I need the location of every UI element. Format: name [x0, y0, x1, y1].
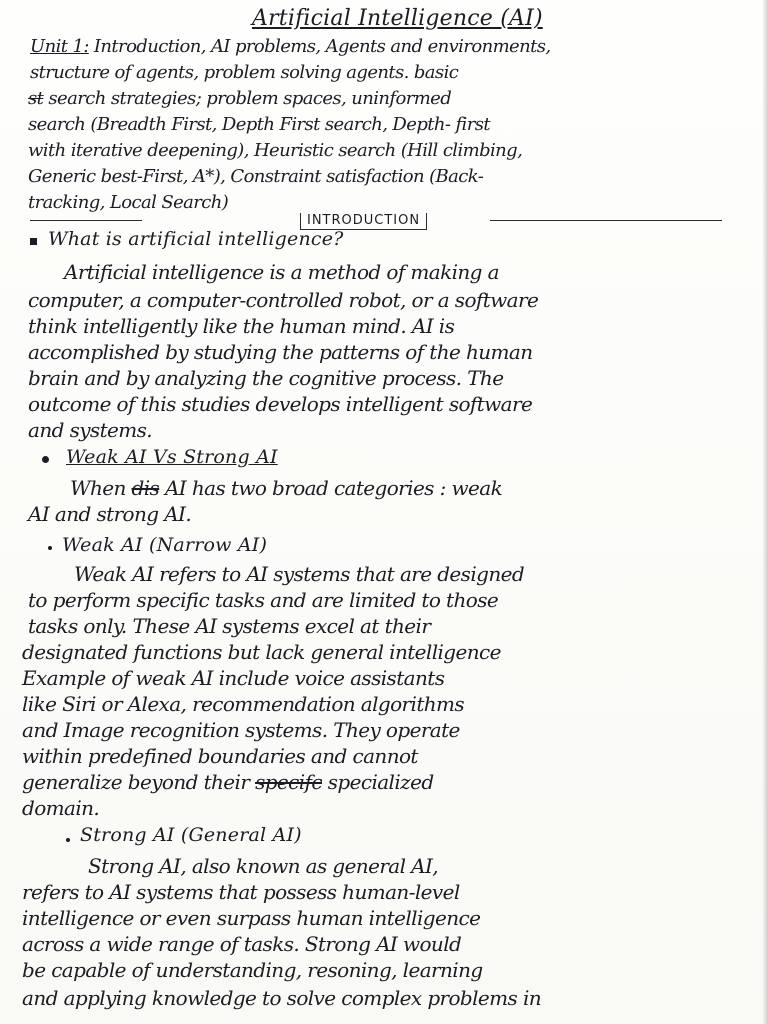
- paragraph-line: be capable of understanding, resoning, learning: [22, 958, 483, 982]
- small-bullet-icon: [48, 546, 52, 550]
- subheading-weak-vs-strong: Weak AI Vs Strong AI: [66, 446, 278, 468]
- paragraph-line: accomplished by studying the patterns of the human: [28, 340, 533, 364]
- paragraph-line: AI and strong AI.: [28, 502, 192, 526]
- divider-left: [30, 220, 142, 221]
- syllabus-line-4: search (Breadth First, Depth First search, Depth- first: [28, 114, 490, 135]
- paragraph-line: Strong AI, also known as general AI,: [88, 854, 439, 878]
- syllabus-line-3: st search strategies; problem spaces, uninformed: [28, 88, 452, 109]
- paragraph-line: across a wide range of tasks. Strong AI would: [22, 932, 462, 956]
- paragraph-line: computer, a computer-controlled robot, or a software: [28, 288, 539, 312]
- paragraph-line: When dis AI has two broad categories : weak: [70, 476, 503, 500]
- section-heading: INTRODUCTION: [300, 213, 427, 230]
- subheading-strong-ai: Strong AI (General AI): [80, 824, 302, 846]
- syllabus-line-2: structure of agents, problem solving agents. basic: [30, 62, 459, 83]
- paragraph-line: and systems.: [28, 418, 153, 442]
- unit-label: Unit 1:: [30, 36, 89, 57]
- paragraph-line: domain.: [22, 796, 100, 820]
- page-title: Artificial Intelligence (AI): [252, 6, 543, 31]
- subheading-weak-ai: Weak AI (Narrow AI): [62, 534, 268, 556]
- paragraph-line: designated functions but lack general intelligence: [22, 640, 501, 664]
- small-bullet-icon: [66, 838, 70, 842]
- paragraph-line: to perform specific tasks and are limited to those: [28, 588, 499, 612]
- syllabus-line-7: tracking, Local Search): [28, 192, 229, 213]
- paragraph-line: Weak AI refers to AI systems that are designed: [74, 562, 525, 586]
- paragraph-line: within predefined boundaries and cannot: [22, 744, 418, 768]
- paragraph-line: and applying knowledge to solve complex problems in: [22, 986, 542, 1010]
- paragraph-line: like Siri or Alexa, recommendation algorithms: [22, 692, 465, 716]
- syllabus-line-6: Generic best-First, A*), Constraint satisfaction (Back-: [28, 166, 484, 187]
- square-bullet-icon: [30, 238, 37, 245]
- paragraph-line: Example of weak AI include voice assistants: [22, 666, 445, 690]
- paragraph-line: and Image recognition systems. They operate: [22, 718, 460, 742]
- paragraph-line: refers to AI systems that possess human-level: [22, 880, 460, 904]
- paragraph-line: generalize beyond their specifc specialized: [22, 770, 434, 794]
- paragraph-line: tasks only. These AI systems excel at their: [28, 614, 431, 638]
- round-bullet-icon: [42, 456, 49, 463]
- paragraph-line: think intelligently like the human mind. AI is: [28, 314, 455, 338]
- syllabus-line-5: with iterative deepening), Heuristic search (Hill climbing,: [28, 140, 523, 161]
- paragraph-line: intelligence or even surpass human intelligence: [22, 906, 481, 930]
- paragraph-line: outcome of this studies develops intelligent software: [28, 392, 533, 416]
- question-heading: What is artificial intelligence?: [48, 228, 344, 250]
- syllabus-line-1: Unit 1: Introduction, AI problems, Agents and environments,: [30, 36, 551, 57]
- divider-right: [490, 220, 722, 221]
- paragraph-line: brain and by analyzing the cognitive process. The: [28, 366, 504, 390]
- paragraph-line: Artificial intelligence is a method of making a: [64, 260, 499, 284]
